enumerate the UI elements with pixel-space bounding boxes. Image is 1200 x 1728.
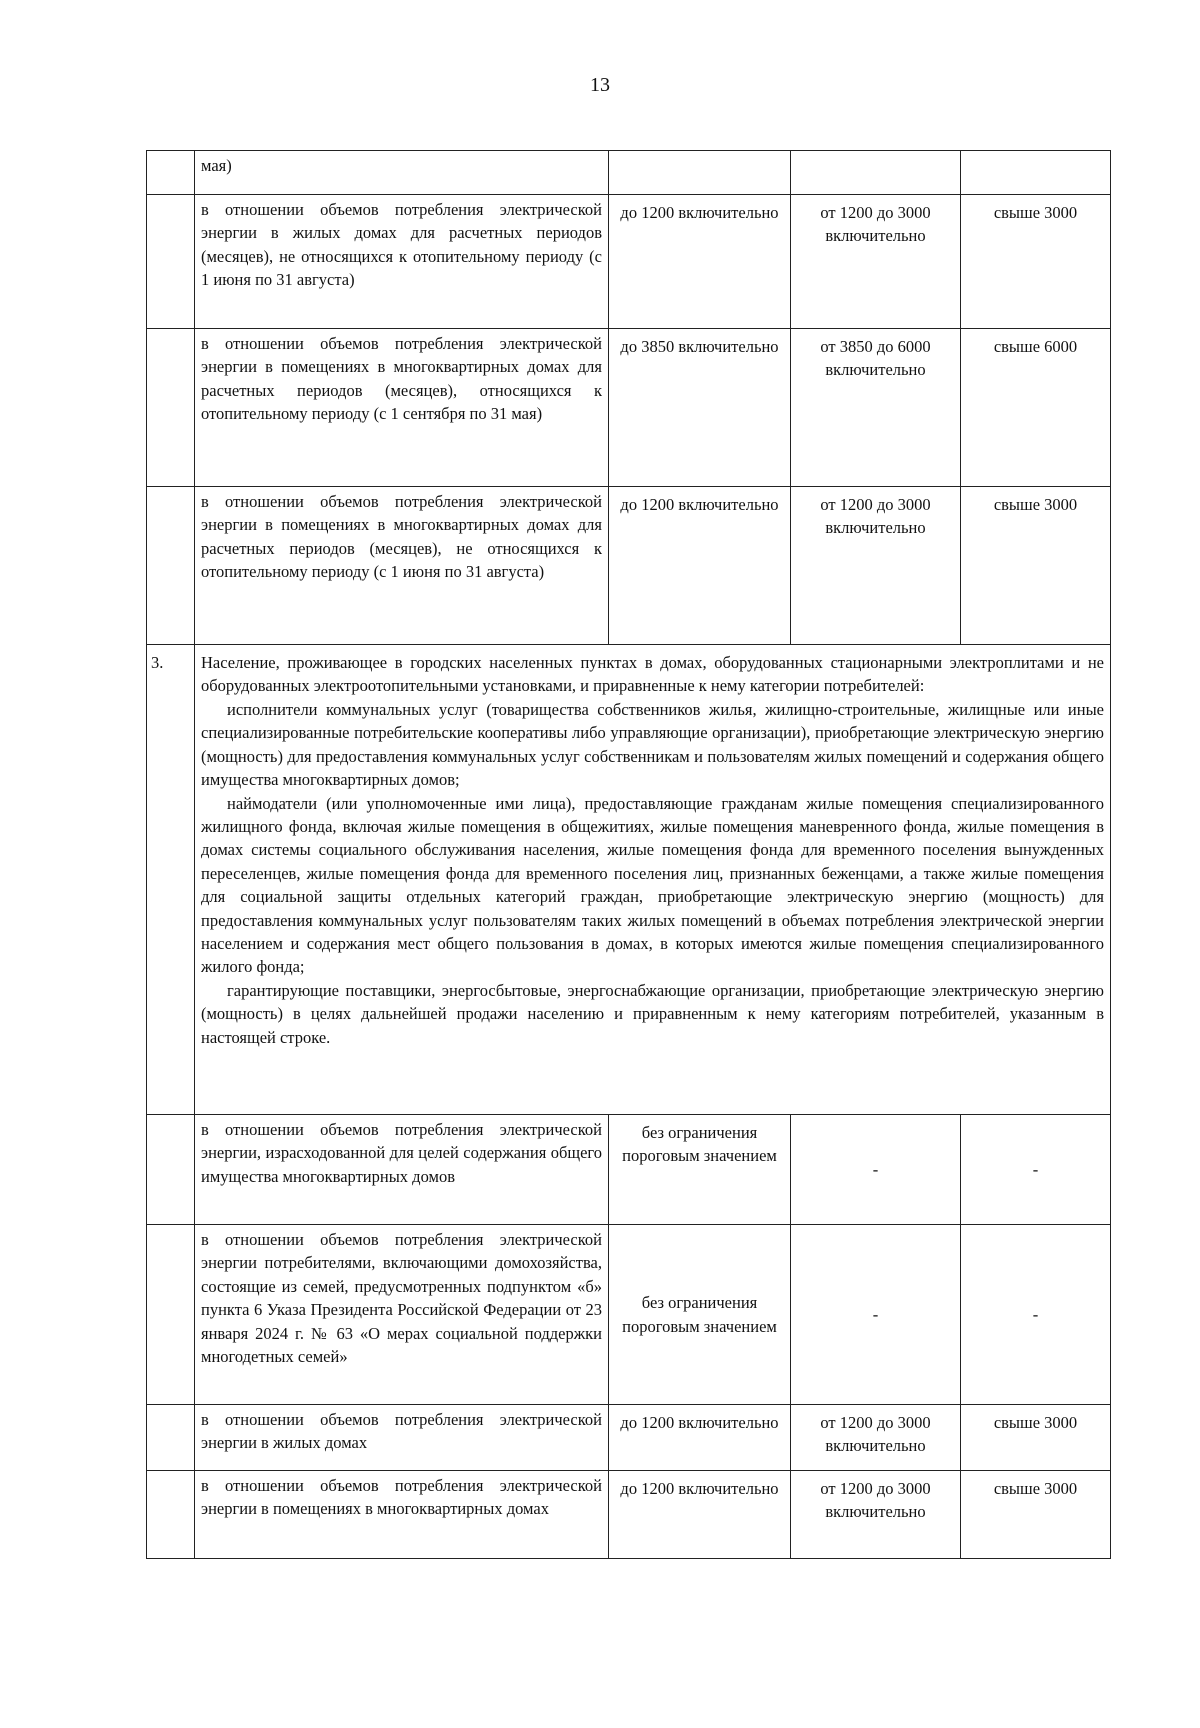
category-paragraph: гарантирующие поставщики, энергосбытовые, энергоснабжающие организации, приобретающие электрическую энергию (мощность) в целях дальнейшей продажи населению и приравненным к нему категориям потребителей, указанным в настоящей строке. [201, 980, 1104, 1047]
threshold-low: до 1200 включительно [609, 1471, 791, 1559]
threshold-high: свыше 3000 [961, 1405, 1111, 1471]
table-row [147, 1225, 1111, 1405]
threshold-low: до 1200 включительно [609, 1405, 791, 1471]
row-number-cell [147, 1405, 195, 1471]
category-paragraph: исполнители коммунальных услуг (товарищества собственников жилья, жилищно-строительные, жилищные или иные специализированные потребительские кооперативы либо управляющие организации), приобретающие электрическую энергию (мощность) для предоставления коммунальных услуг собственникам и пользователям жилых помещений и содержания общего имущества многоквартирных домов; [201, 699, 1104, 790]
row-number-cell [147, 329, 195, 487]
row-description: в отношении объемов потребления электрической энергии, израсходованной для целей содержания общего имущества многоквартирных домов [195, 1115, 609, 1225]
row-number-cell [147, 195, 195, 329]
threshold-mid: от 1200 до 3000 включительно [791, 1471, 961, 1559]
threshold-high: - [961, 1225, 1111, 1405]
row-description: в отношении объемов потребления электрической энергии в помещениях в многоквартирных домах для расчетных периодов (месяцев), относящихся к отопительному периоду (с 1 сентября по 31 мая) [195, 329, 609, 487]
category-paragraph: наймодатели (или уполномоченные ими лица), предоставляющие гражданам жилые помещения специализированного жилищного фонда, включая жилые помещения в общежитиях, жилые помещения маневренного фонда, жилые помещения в домах системы социального обслуживания населения, жилые помещения фонда для временного поселения вынужденных переселенцев, жилые помещения фонда для временного поселения лиц, признанных беженцами, а также жилые помещения для социальной защиты отдельных категорий граждан, приобретающие электрическую энергию (мощность) для предоставления коммунальных услуг пользователям таких жилых помещений в объемах потребления электрической энергии населением и содержания мест общего пользования в домах, в которых имеются жилые помещения специализированного жилого фонда; [201, 793, 1104, 977]
threshold-low [609, 151, 791, 195]
category-description [195, 645, 1111, 1115]
table-row [147, 195, 1111, 329]
threshold-mid: от 1200 до 3000 включительно [791, 487, 961, 645]
threshold-mid: от 3850 до 6000 включительно [791, 329, 961, 487]
table-row [147, 329, 1111, 487]
category-row [147, 645, 1111, 1115]
threshold-high: свыше 6000 [961, 329, 1111, 487]
row-description: в отношении объемов потребления электрической энергии в жилых домах [195, 1405, 609, 1471]
category-paragraph: Население, проживающее в городских населенных пунктах в домах, оборудованных стационарными электроплитами и не оборудованных электроотопительными установками, и приравненные к нему категории потребителей: [201, 653, 1104, 696]
threshold-high [961, 151, 1111, 195]
threshold-mid: от 1200 до 3000 включительно [791, 1405, 961, 1471]
table-row [147, 1115, 1111, 1225]
table-row [147, 1405, 1111, 1471]
category-number: 3. [147, 645, 195, 1115]
tariff-table [146, 150, 1111, 1559]
row-description: в отношении объемов потребления электрической энергии в помещениях в многоквартирных домах для расчетных периодов (месяцев), не относящихся к отопительному периоду (с 1 июня по 31 августа) [195, 487, 609, 645]
threshold-high: свыше 3000 [961, 195, 1111, 329]
threshold-high: - [961, 1115, 1111, 1225]
row-number-cell [147, 1115, 195, 1225]
row-number-cell [147, 151, 195, 195]
threshold-low: до 3850 включительно [609, 329, 791, 487]
threshold-high: свыше 3000 [961, 1471, 1111, 1559]
row-number-cell [147, 1225, 195, 1405]
threshold-mid: - [791, 1115, 961, 1225]
threshold-mid: от 1200 до 3000 включительно [791, 195, 961, 329]
threshold-low: без ограничения пороговым значением [609, 1225, 791, 1405]
table-row [147, 151, 1111, 195]
page-number: 13 [590, 74, 610, 96]
threshold-low: до 1200 включительно [609, 487, 791, 645]
threshold-mid [791, 151, 961, 195]
table-row [147, 487, 1111, 645]
row-description: в отношении объемов потребления электрической энергии в жилых домах для расчетных периодов (месяцев), не относящихся к отопительному периоду (с 1 июня по 31 августа) [195, 195, 609, 329]
threshold-high: свыше 3000 [961, 487, 1111, 645]
threshold-low: до 1200 включительно [609, 195, 791, 329]
row-number-cell [147, 487, 195, 645]
row-number-cell [147, 1471, 195, 1559]
row-description: мая) [195, 151, 609, 195]
threshold-mid: - [791, 1225, 961, 1405]
table-row [147, 1471, 1111, 1559]
row-description: в отношении объемов потребления электрической энергии в помещениях в многоквартирных домах [195, 1471, 609, 1559]
threshold-low: без ограничения пороговым значением [609, 1115, 791, 1225]
row-description: в отношении объемов потребления электрической энергии потребителями, включающими домохозяйства, состоящие из семей, предусмотренных подпунктом «б» пункта 6 Указа Президента Российской Федерации от 23 января 2024 г. № 63 «О мерах социальной поддержки многодетных семей» [195, 1225, 609, 1405]
